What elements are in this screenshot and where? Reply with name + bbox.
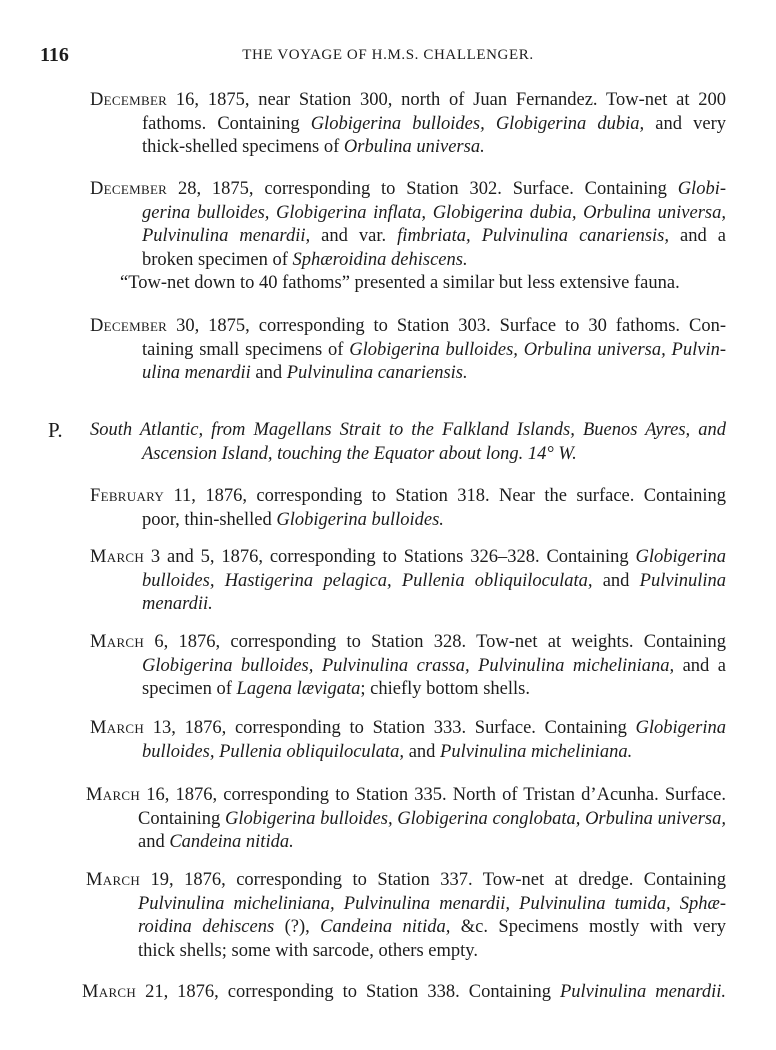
- entry-line: and Candeina nitida.: [138, 832, 294, 852]
- page-number: 116: [40, 44, 69, 66]
- entry-line: Globigerina bulloides, Pulvinulina crassa, Pulvinulina micheliniana, and a: [142, 655, 726, 676]
- entry-march-19: [86, 869, 726, 963]
- entry-line: March 21, 1876, corresponding to Station 338. Containing Pulvinulina menardii.: [82, 982, 726, 1002]
- entry-line: taining small specimens of Globigerina bulloides, Orbulina universa, Pulvin-: [142, 339, 726, 360]
- section-letter: P.: [48, 418, 63, 442]
- entry-line: ulina menardii and Pulvinulina canariensis.: [142, 363, 468, 383]
- entry-line: menardii.: [142, 594, 213, 614]
- entry-line: specimen of Lagena lævigata; chiefly bottom shells.: [142, 679, 530, 699]
- entry-line: broken specimen of Sphæroidina dehiscens.: [142, 249, 468, 270]
- entry-line: December 30, 1875, corresponding to Station 303. Surface to 30 fathoms. Con-: [90, 316, 726, 336]
- entry-line: March 13, 1876, corresponding to Station 333. Surface. Containing Globigerina: [90, 718, 726, 738]
- tow-net-quote: “Tow-net down to 40 fathoms” presented a similar but less extensive fauna.: [120, 273, 680, 293]
- entry-line: thick-shelled specimens of Orbulina universa.: [142, 137, 485, 157]
- entry-line: March 3 and 5, 1876, corresponding to Stations 326–328. Containing Globigerina: [90, 547, 726, 567]
- entry-march-3-5: [90, 546, 726, 617]
- page-header: [0, 44, 776, 74]
- entry-march-13: [90, 717, 726, 764]
- entry-line: bulloides, Pullenia obliquiloculata, and Pulvinulina micheliniana.: [142, 741, 633, 762]
- entry-march-21: [82, 981, 726, 1005]
- entry-line: Pulvinulina micheliniana, Pulvinulina menardii, Pulvinulina tumida, Sphæ-: [138, 893, 726, 914]
- entry-line: thick shells; some with sarcode, others empty.: [138, 940, 478, 961]
- entry-line: February 11, 1876, corresponding to Station 318. Near the surface. Containing: [90, 486, 726, 506]
- entry-december-28: [90, 178, 726, 272]
- entry-line: March 6, 1876, corresponding to Station 328. Tow-net at weights. Containing: [90, 632, 726, 652]
- entry-line: roidina dehiscens (?), Candeina nitida, &c. Specimens mostly with very: [138, 917, 726, 937]
- running-title: THE VOYAGE OF H.M.S. CHALLENGER.: [242, 47, 534, 63]
- entry-line: poor, thin-shelled Globigerina bulloides.: [142, 509, 444, 530]
- entry-line: Containing Globigerina bulloides, Globigerina conglobata, Orbulina universa,: [138, 808, 726, 829]
- entry-february-11: [90, 485, 726, 532]
- entry-march-6: [90, 631, 726, 702]
- section-title-line: Ascension Island, touching the Equator about long. 14° W.: [142, 443, 577, 464]
- entry-line: March 19, 1876, corresponding to Station 337. Tow-net at dredge. Containing: [86, 870, 726, 890]
- entry-line: bulloides, Hastigerina pelagica, Pullenia obliquiloculata, and Pulvinulina: [142, 570, 726, 591]
- entry-line: gerina bulloides, Globigerina inflata, Globigerina dubia, Orbulina universa,: [142, 202, 726, 223]
- section-title-line: South Atlantic, from Magellans Strait to the Falkland Islands, Buenos Ayres, and: [90, 420, 726, 440]
- entry-line: December 28, 1875, corresponding to Station 302. Surface. Containing Globi-: [90, 179, 726, 199]
- entry-line: December 16, 1875, near Station 300, north of Juan Fernandez. Tow-net at 200: [90, 90, 726, 110]
- entry-december-16: [90, 89, 726, 160]
- entry-line: March 16, 1876, corresponding to Station 335. North of Tristan d’Acunha. Surface.: [86, 785, 726, 805]
- entry-line: fathoms. Containing Globigerina bulloides, Globigerina dubia, and very: [142, 113, 726, 134]
- entry-line: Pulvinulina menardii, and var. fimbriata, Pulvinulina canariensis, and a: [142, 226, 727, 246]
- section-title: [90, 419, 726, 466]
- entry-march-16: [86, 784, 726, 855]
- entry-december-30: [90, 315, 726, 386]
